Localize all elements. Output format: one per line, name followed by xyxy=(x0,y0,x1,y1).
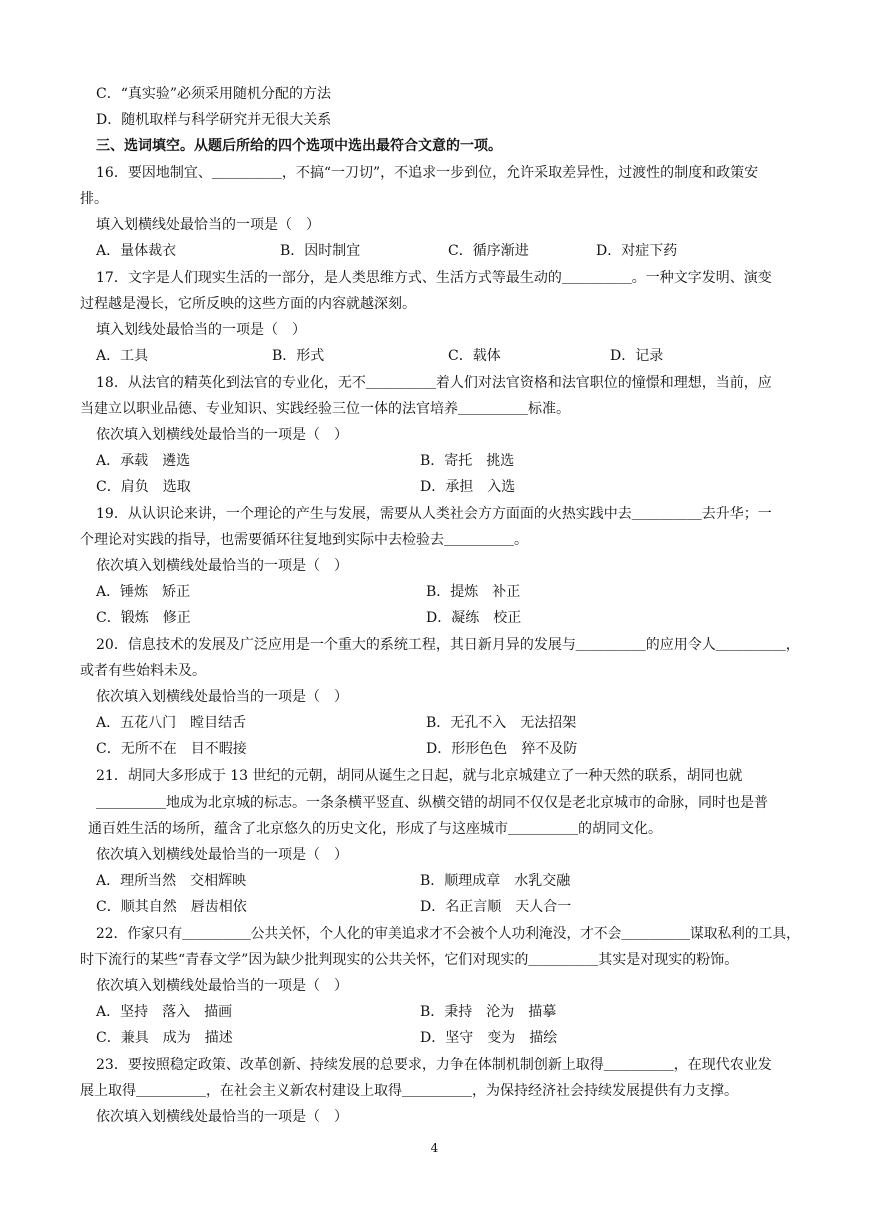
question-21-prompt: 依次填入划横线处最恰当的一项是（ ） xyxy=(96,847,348,863)
question-18-prompt: 依次填入划横线处最恰当的一项是（ ） xyxy=(96,427,348,443)
option-c-q17: C．载体 xyxy=(448,348,501,364)
page-number: 4 xyxy=(430,1141,439,1155)
option-a-q17: A．工具 xyxy=(96,348,149,364)
option-a-q16: A．量体裁衣 xyxy=(96,243,177,259)
question-19-line-2: 个理论对实践的指导，也需要循环往复地到实际中去检验去＿＿＿＿＿。 xyxy=(80,532,528,548)
question-23-line-1: 23．要按照稳定政策、改革创新、持续发展的总要求，力争在体制机制创新上取得＿＿＿＿＿，在现代农业发 xyxy=(96,1057,772,1073)
question-22-line-1: 22．作家只有＿＿＿＿＿公共关怀，个人化的审美追求才不会被个人功利淹没，才不会＿＿＿＿＿谋取私利的工具， xyxy=(96,926,800,942)
question-16-line-1: 16．要因地制宜、＿＿＿＿＿，不搞“一刀切”，不追求一步到位，允许采取差异性，过渡性的制度和政策安 xyxy=(96,165,759,181)
option-b-q16: B．因时制宜 xyxy=(280,243,361,259)
option-d-q21: D．名正言顺 天人合一 xyxy=(420,899,572,915)
question-22-prompt: 依次填入划横线处最恰当的一项是（ ） xyxy=(96,978,348,994)
option-d-q19: D．凝练 校正 xyxy=(426,610,522,626)
option-a-q20: A．五花八门 瞠目结舌 xyxy=(96,715,247,731)
question-23-prompt: 依次填入划横线处最恰当的一项是（ ） xyxy=(96,1109,348,1125)
question-17-prompt: 填入划线处最恰当的一项是（ ） xyxy=(96,322,306,338)
option-c-q15: C．“真实验”必须采用随机分配的方法 xyxy=(96,86,332,102)
option-d-q22: D．坚守 变为 描绘 xyxy=(420,1030,558,1046)
option-d-q18: D．承担 入选 xyxy=(420,479,516,495)
option-a-q22: A．坚持 落入 描画 xyxy=(96,1004,233,1020)
option-c-q18: C．肩负 选取 xyxy=(96,479,191,495)
option-d-q15: D．随机取样与科学研究并无很大关系 xyxy=(96,112,332,128)
option-c-q22: C．兼具 成为 描述 xyxy=(96,1030,233,1046)
question-23-line-2: 展上取得＿＿＿＿＿，在社会主义新农村建设上取得＿＿＿＿＿，为保持经济社会持续发展提供有力支撑。 xyxy=(80,1083,738,1099)
option-d-q20: D．形形色色 猝不及防 xyxy=(426,741,578,757)
option-c-q20: C．无所不在 目不暇接 xyxy=(96,741,247,757)
question-16-line-2: 排。 xyxy=(80,191,108,207)
option-a-q21: A．理所当然 交相辉映 xyxy=(96,873,247,889)
option-b-q20: B．无孔不入 无法招架 xyxy=(426,715,577,731)
question-21-line-1: 21．胡同大多形成于 13 世纪的元朝，胡同从诞生之日起，就与北京城建立了一种天然的联系，胡同也就 xyxy=(96,768,743,784)
option-a-q18: A．承载 遴选 xyxy=(96,453,191,469)
question-20-line-1: 20．信息技术的发展及广泛应用是一个重大的系统工程，其日新月异的发展与＿＿＿＿＿的应用令人＿＿＿＿＿， xyxy=(96,637,800,653)
question-17-line-2: 过程越是漫长，它所反映的这些方面的内容就越深刻。 xyxy=(80,296,416,312)
option-b-q17: B．形式 xyxy=(272,348,325,364)
option-c-q21: C．顺其自然 唇齿相依 xyxy=(96,899,247,915)
option-c-q16: C．循序渐进 xyxy=(448,243,529,259)
question-16-prompt: 填入划横线处最恰当的一项是（ ） xyxy=(96,217,320,233)
option-b-q18: B．寄托 挑选 xyxy=(420,453,515,469)
question-19-line-1: 19．从认识论来讲，一个理论的产生与发展，需要从人类社会方方面面的火热实践中去＿＿＿＿＿去升华；一 xyxy=(96,506,772,522)
question-17-line-1: 17．文字是人们现实生活的一部分，是人类思维方式、生活方式等最生动的＿＿＿＿＿。一种文字发明、演变 xyxy=(96,270,772,286)
option-c-q19: C．锻炼 修正 xyxy=(96,610,191,626)
section-heading: 三、选词填空。从题后所给的四个选项中选出最符合文意的一项。 xyxy=(96,138,502,154)
question-20-prompt: 依次填入划横线处最恰当的一项是（ ） xyxy=(96,689,348,705)
question-19-prompt: 依次填入划横线处最恰当的一项是（ ） xyxy=(96,558,348,574)
question-18-line-1: 18．从法官的精英化到法官的专业化，无不＿＿＿＿＿着人们对法官资格和法官职位的憧憬和理想，当前，应 xyxy=(96,375,772,391)
option-d-q17: D．记录 xyxy=(610,348,664,364)
option-a-q19: A．锤炼 矫正 xyxy=(96,584,191,600)
question-20-line-2: 或者有些始料未及。 xyxy=(80,663,206,679)
question-18-line-2: 当建立以职业品德、专业知识、实践经验三位一体的法官培养＿＿＿＿＿标准。 xyxy=(80,401,570,417)
option-b-q19: B．提炼 补正 xyxy=(426,584,521,600)
option-b-q21: B．顺理成章 水乳交融 xyxy=(420,873,571,889)
question-22-line-2: 时下流行的某些“青春文学”因为缺少批判现实的公共关怀，它们对现实的＿＿＿＿＿其实是对现实的粉饰。 xyxy=(80,952,739,968)
question-21-line-3: 通百姓生活的场所，蕴含了北京悠久的历史文化，形成了与这座城市＿＿＿＿＿的胡同文化。 xyxy=(88,821,662,837)
option-b-q22: B．秉持 沦为 描摹 xyxy=(420,1004,557,1020)
question-21-line-2: ＿＿＿＿＿地成为北京城的标志。一条条横平竖直、纵横交错的胡同不仅仅是老北京城市的命脉，同时也是普 xyxy=(96,795,768,811)
option-d-q16: D．对症下药 xyxy=(596,243,678,259)
